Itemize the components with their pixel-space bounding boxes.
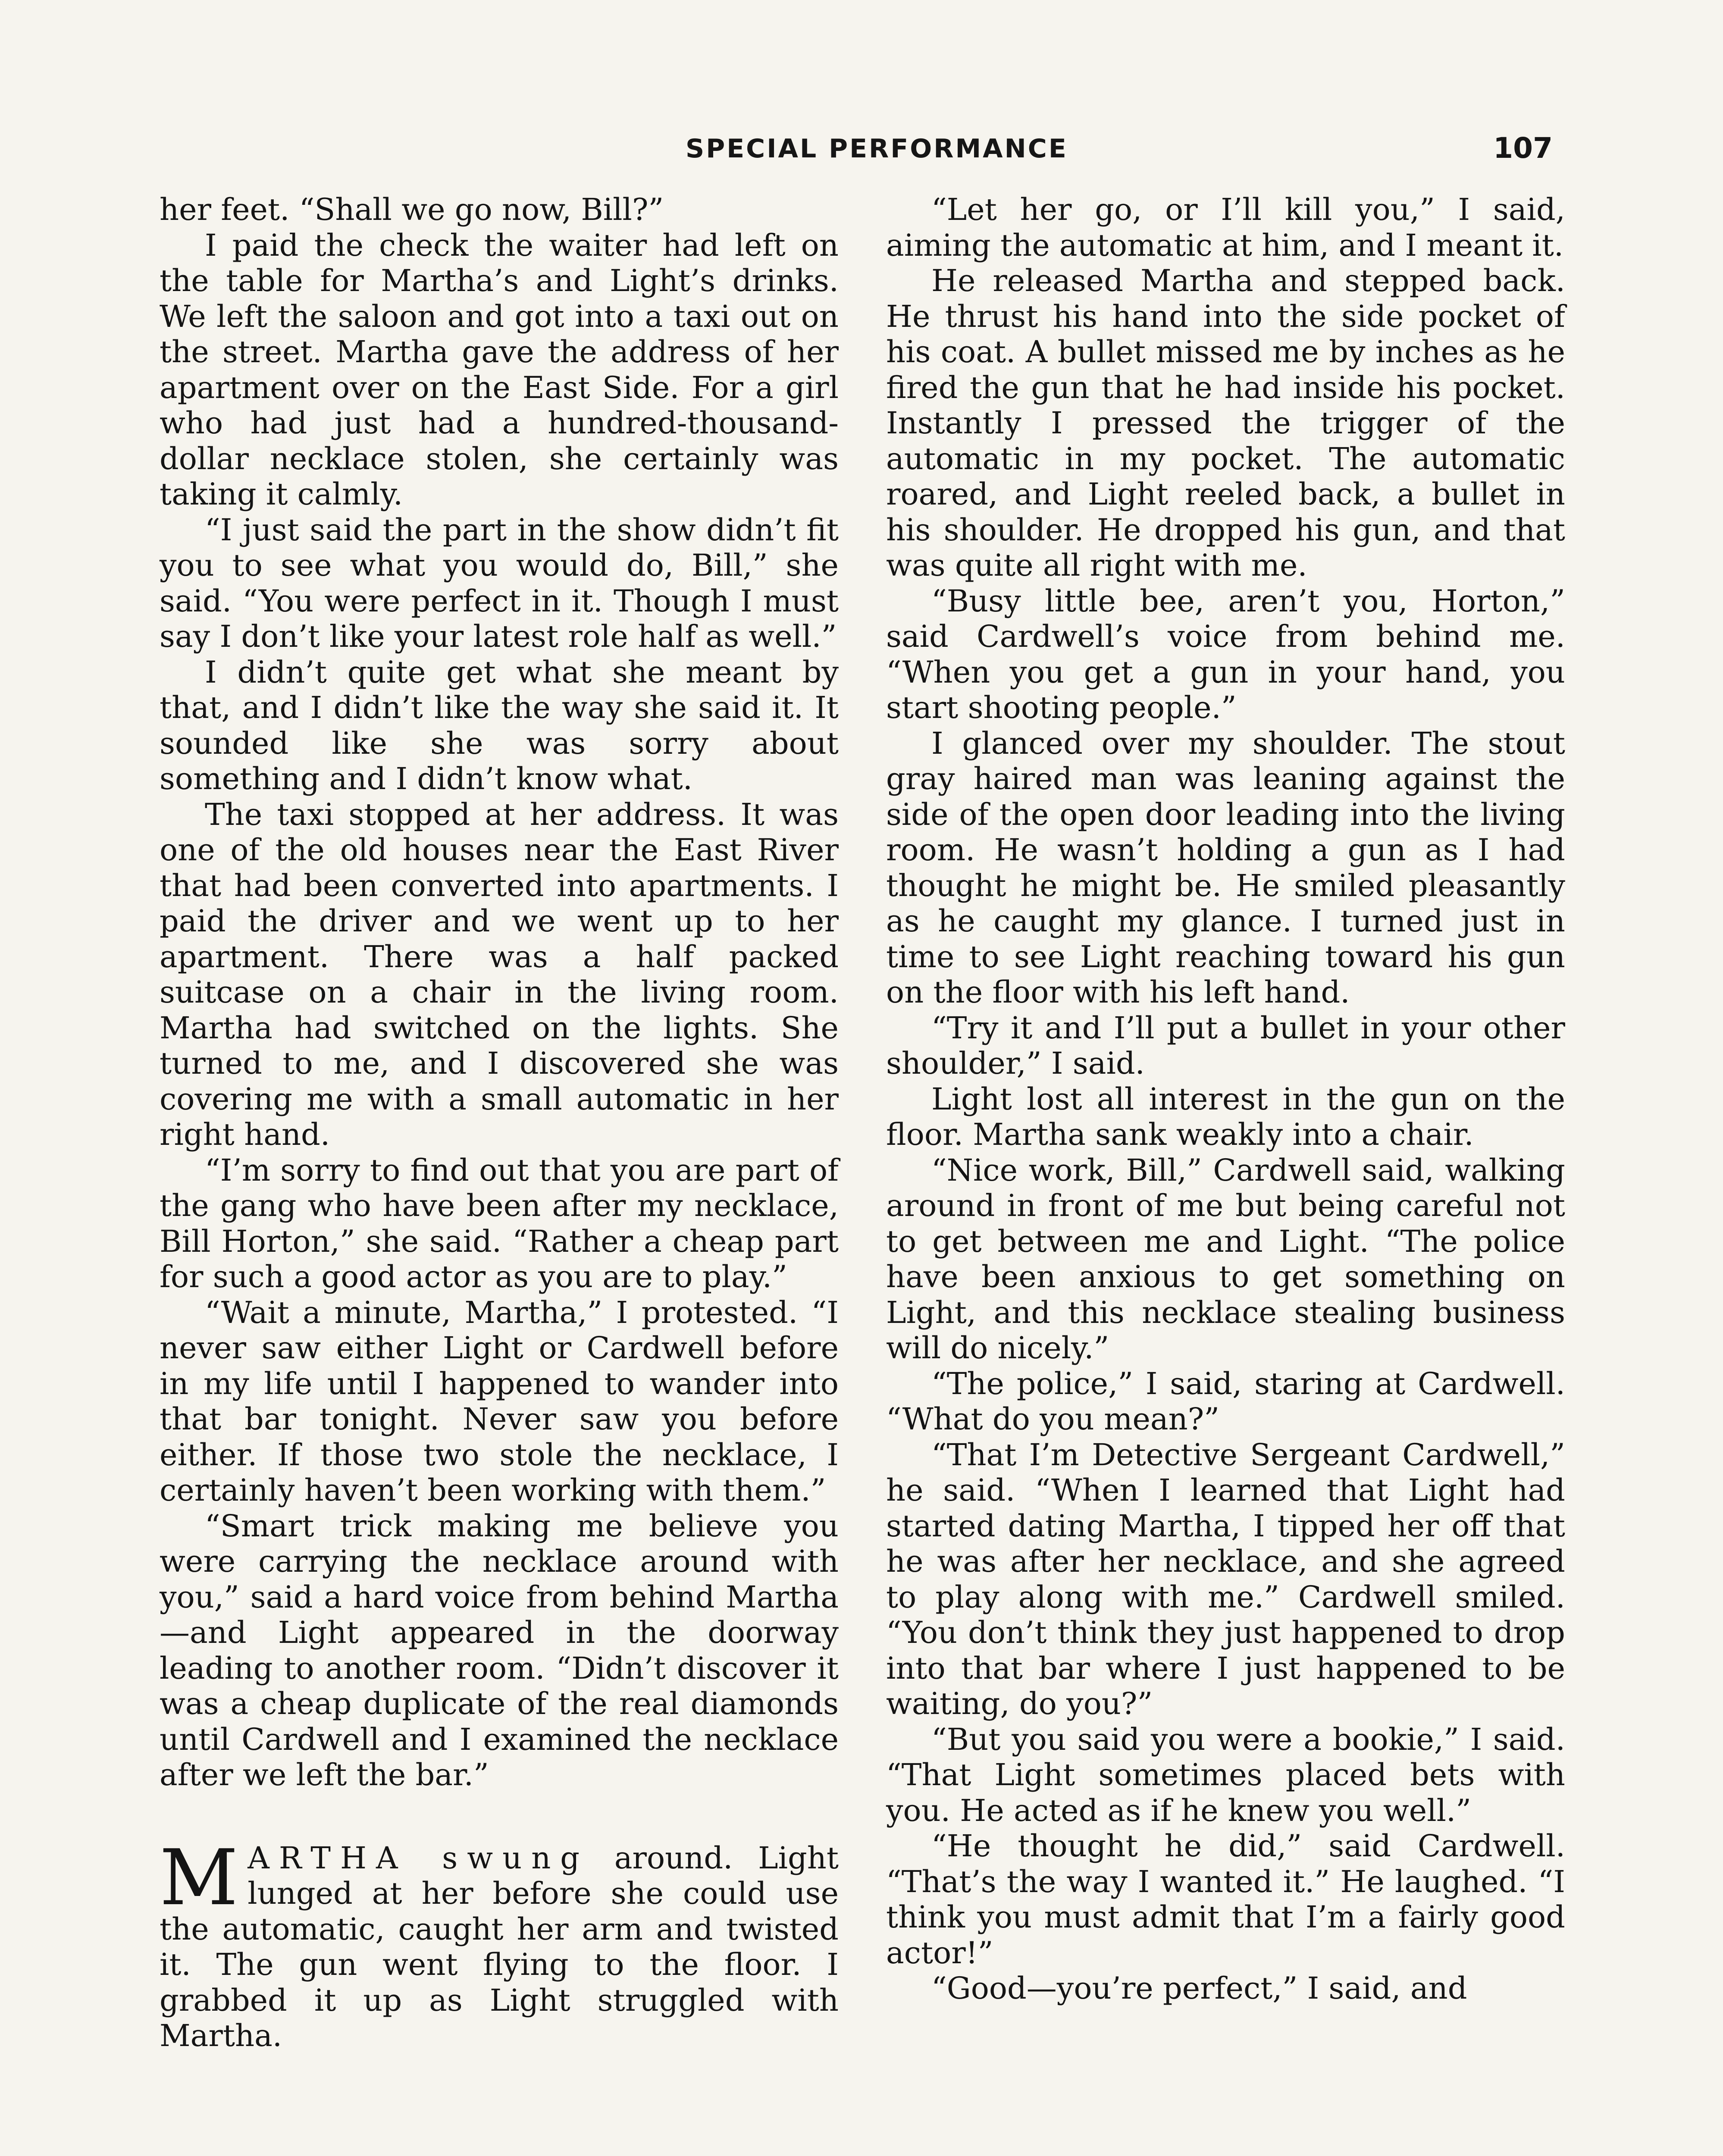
drop-cap-letter: M — [160, 1833, 238, 1922]
paragraph: “The police,” I said, staring at Cardwell. “What do you mean?” — [886, 1366, 1565, 1437]
paragraph: “I just said the part in the show didn’t fit you to see what you would do, Bill,” she said. “You were perfect in it. Though I must say I don’t like your latest role half as well.” — [160, 512, 839, 654]
paragraph: “Let her go, or I’ll kill you,” I said, aiming the automatic at him, and I meant it. — [886, 192, 1565, 263]
paragraph: “He thought he did,” said Cardwell. “That’s the way I wanted it.” He laughed. “I think you must admit that I’m a fairly good actor!” — [886, 1828, 1565, 1971]
paragraph-text: around. Light lunged at her before she could use the automatic, caught her arm and twisted it. The gun went flying to the floor. I grabbed it up as Light struggled with Martha. — [160, 1840, 839, 2053]
paragraph: “Try it and I’ll put a bullet in your other shoulder,” I said. — [886, 1010, 1565, 1081]
paragraph: The taxi stopped at her address. It was one of the old houses near the East River that had been converted into apartments. I paid the driver and we went up to her apartment. There was a half packed suitcase on a chair in the living room. Martha had switched on the lights. She turned to me, and I discovered she was covering me with a small automatic in her right hand. — [160, 796, 839, 1152]
spaced-lead-in: ARTHA swung — [247, 1840, 589, 1876]
paragraph: I paid the check the waiter had left on the table for Martha’s and Light’s drinks. We left the saloon and got into a taxi out on the street. Martha gave the address of her apartment over on the East Side. For a girl who had just had a hundred-thousand-dollar necklace stolen, she certainly was taking it calmly. — [160, 227, 839, 512]
section-opening-paragraph — [160, 1833, 839, 2054]
paragraph: I didn’t quite get what she meant by that, and I didn’t like the way she said it. It sounded like she was sorry about something and I didn’t know what. — [160, 654, 839, 796]
paragraph: her feet. “Shall we go now, Bill?” — [160, 192, 664, 227]
paragraph: “I’m sorry to find out that you are part of the gang who have been after my necklace, Bill Horton,” she said. “Rather a cheap part for such a good actor as you are to play.” — [160, 1152, 839, 1294]
right-text-column — [886, 192, 1565, 2006]
paragraph: Light lost all interest in the gun on the floor. Martha sank weakly into a chair. — [886, 1081, 1565, 1152]
paragraph: “Nice work, Bill,” Cardwell said, walking around in front of me but being careful not to get between me and Light. “The police have been anxious to get something on Light, and this necklace stealing business will do nicely.” — [886, 1152, 1565, 1366]
paragraph: “Good—you’re perfect,” I said, and — [931, 1971, 1467, 2006]
paragraph: I glanced over my shoulder. The stout gray haired man was leaning against the side of the open door leading into the living room. He wasn’t holding a gun as I had thought he might be. He smiled pleasantly as he caught my glance. I turned just in time to see Light reaching toward his gun on the floor with his left hand. — [886, 725, 1565, 1010]
paragraph: “But you said you were a bookie,” I said. “That Light sometimes placed bets with you. He acted as if he knew you well.” — [886, 1721, 1565, 1828]
paragraph: “Wait a minute, Martha,” I protested. “I never saw either Light or Cardwell before in my life until I happened to wander into that bar tonight. Never saw you before either. If those two stole the necklace, I certainly haven’t been working with them.” — [160, 1294, 839, 1508]
running-head-title: SPECIAL PERFORMANCE — [686, 134, 1068, 164]
paragraph: “Busy little bee, aren’t you, Horton,” said Cardwell’s voice from behind me. “When you get a gun in your hand, you start shooting people.” — [886, 583, 1565, 725]
paragraph: “That I’m Detective Sergeant Cardwell,” he said. “When I learned that Light had started dating Martha, I tipped her off that he was after her necklace, and she agreed to play along with me.” Cardwell smiled. “You don’t think they just happened to drop into that bar where I just happened to be waiting, do you?” — [886, 1437, 1565, 1721]
paragraph: “Smart trick making me believe you were carrying the necklace around with you,” said a hard voice from behind Martha—and Light appeared in the doorway leading to another room. “Didn’t discover it was a cheap duplicate of the real diamonds until Cardwell and I examined the necklace after we left the bar.” — [160, 1508, 839, 1792]
paragraph: He released Martha and stepped back. He thrust his hand into the side pocket of his coat. A bullet missed me by inches as he fired the gun that he had inside his pocket. Instantly I pressed the trigger of the automatic in my pocket. The automatic roared, and Light reeled back, a bullet in his shoulder. He dropped his gun, and that was quite all right with me. — [886, 263, 1565, 583]
page-number: 107 — [1493, 132, 1553, 165]
left-text-column — [160, 192, 839, 2054]
